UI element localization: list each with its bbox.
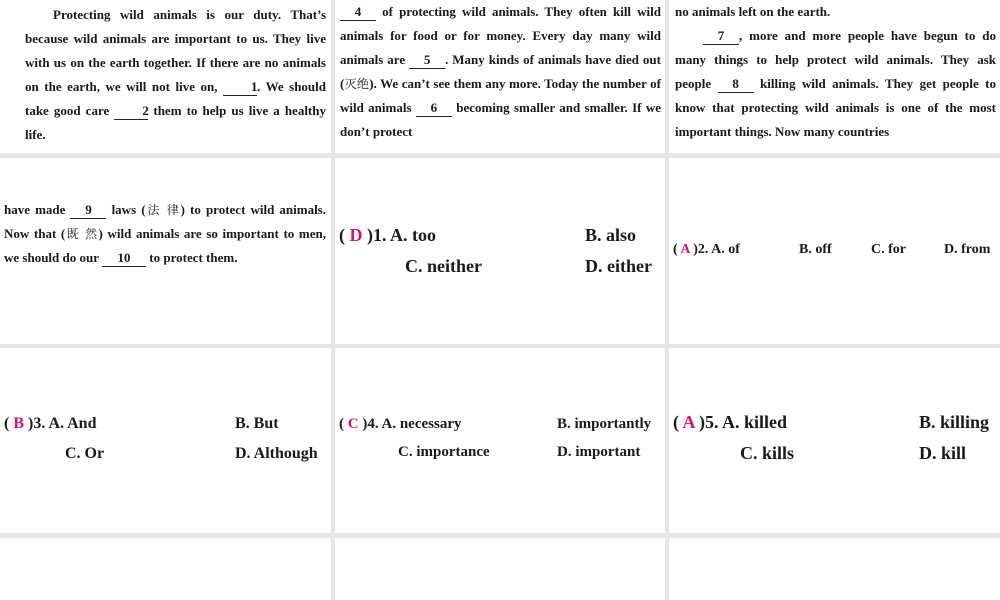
passage-text: ) wild animals are so important to men, we should do our	[4, 226, 326, 265]
question-2-option-b: B. off	[799, 242, 832, 257]
blank-5: 5	[409, 52, 445, 69]
question-5-option-c: C. kills	[740, 443, 795, 463]
blank-1: 1	[223, 79, 257, 96]
question-5-option-b: B. killing	[919, 412, 990, 432]
question-1-option-b: B. also	[585, 225, 637, 245]
question-1-option-c: C. neither	[405, 256, 482, 276]
blank-6: 6	[416, 100, 452, 117]
question-3-option-d: D. Although	[235, 445, 318, 462]
passage-text: of protecting wild animals. They often kill wild animals for food or for money. Every day many wild animals are	[340, 4, 662, 67]
passage-text: ) to protect wild animals. Now that (	[4, 202, 326, 241]
question-cell-4	[335, 348, 665, 533]
chinese-gloss: 灭绝	[344, 77, 370, 91]
question-5-stem	[673, 412, 787, 433]
paren-open: (	[673, 412, 683, 432]
question-2-option-c: C. for	[871, 242, 906, 257]
question-cell-2	[669, 158, 1000, 344]
passage-paragraph-1	[25, 3, 326, 147]
question-3-option-c: C. Or	[65, 445, 105, 462]
paren-open: (	[339, 225, 350, 245]
question-cell-1	[335, 158, 665, 344]
question-3-option-b: B. But	[235, 415, 279, 432]
question-3-option-a: )3. A. And	[24, 415, 97, 432]
paren-open: (	[4, 415, 14, 432]
passage-text: Protecting wild animals is our duty. That’s because wild animals are important to us. They live with us on the earth together. If there are no animals on the earth, we will not live on,	[25, 7, 326, 94]
passage-paragraph-3	[675, 0, 996, 144]
blank-2: 2	[114, 103, 148, 120]
passage-text: ). We can’t see them any more. Today the number of wild animals	[340, 76, 661, 115]
empty-cell	[0, 538, 331, 600]
passage-text: killing wild animals. They get people to know that protecting wild animals is one of the most important things. Now many countries	[675, 76, 997, 139]
passage-text: . We should take good care	[25, 79, 327, 118]
blank-10: 10	[102, 250, 146, 267]
question-4-stem	[339, 416, 462, 433]
chinese-gloss: 既 然	[65, 227, 99, 241]
passage-text: laws (	[111, 202, 146, 217]
answer-4: C	[347, 416, 359, 432]
question-5-option-a: )5. A. killed	[694, 412, 788, 432]
passage-cell-2	[335, 0, 665, 153]
passage-cell-4	[0, 158, 331, 344]
question-2-option-d: D. from	[944, 242, 991, 257]
passage-text: to protect them.	[149, 250, 238, 265]
question-4-option-b: B. importantly	[557, 416, 652, 432]
question-4-option-c: C. importance	[398, 444, 490, 460]
empty-cell	[335, 538, 665, 600]
passage-text: becoming smaller and smaller. If we don’t protect	[340, 100, 662, 139]
passage-paragraph-4	[4, 198, 326, 270]
answer-5: A	[682, 412, 695, 432]
question-1-option-a: )1. A. too	[362, 225, 436, 245]
question-2-option-a: )2. A. of	[689, 242, 740, 257]
blank-4: 4	[340, 4, 376, 21]
passage-text: . Many kinds of animals have died out (	[340, 52, 661, 91]
question-1-option-d: D. either	[585, 256, 652, 276]
passage-text: them to help us live a healthy life.	[25, 103, 326, 142]
question-1-stem	[339, 225, 436, 246]
blank-9: 9	[70, 202, 106, 219]
passage-cell-1	[0, 0, 331, 153]
question-4-option-d: D. important	[557, 444, 641, 460]
paren-open: (	[673, 242, 681, 257]
chinese-gloss: 法 律	[145, 203, 181, 217]
question-cell-3	[0, 348, 331, 533]
passage-text: no animals left on the earth.	[675, 4, 831, 19]
answer-2: A	[680, 242, 690, 257]
question-cell-5	[669, 348, 1000, 533]
passage-paragraph-2	[340, 0, 661, 144]
answer-1: D	[349, 225, 363, 245]
blank-8: 8	[718, 76, 754, 93]
question-3-stem	[4, 415, 96, 433]
empty-cell	[669, 538, 1000, 600]
question-2-stem	[673, 242, 740, 258]
answer-3: B	[13, 415, 24, 432]
blank-7: 7	[703, 28, 739, 45]
passage-text: , more and more people have begun to do many things to help protect wild animals. They ask people	[675, 28, 996, 91]
question-4-option-a: )4. A. necessary	[358, 416, 462, 432]
paren-open: (	[339, 416, 348, 432]
passage-cell-3	[669, 0, 1000, 153]
passage-text: have made	[4, 202, 66, 217]
question-5-option-d: D. kill	[919, 443, 967, 463]
